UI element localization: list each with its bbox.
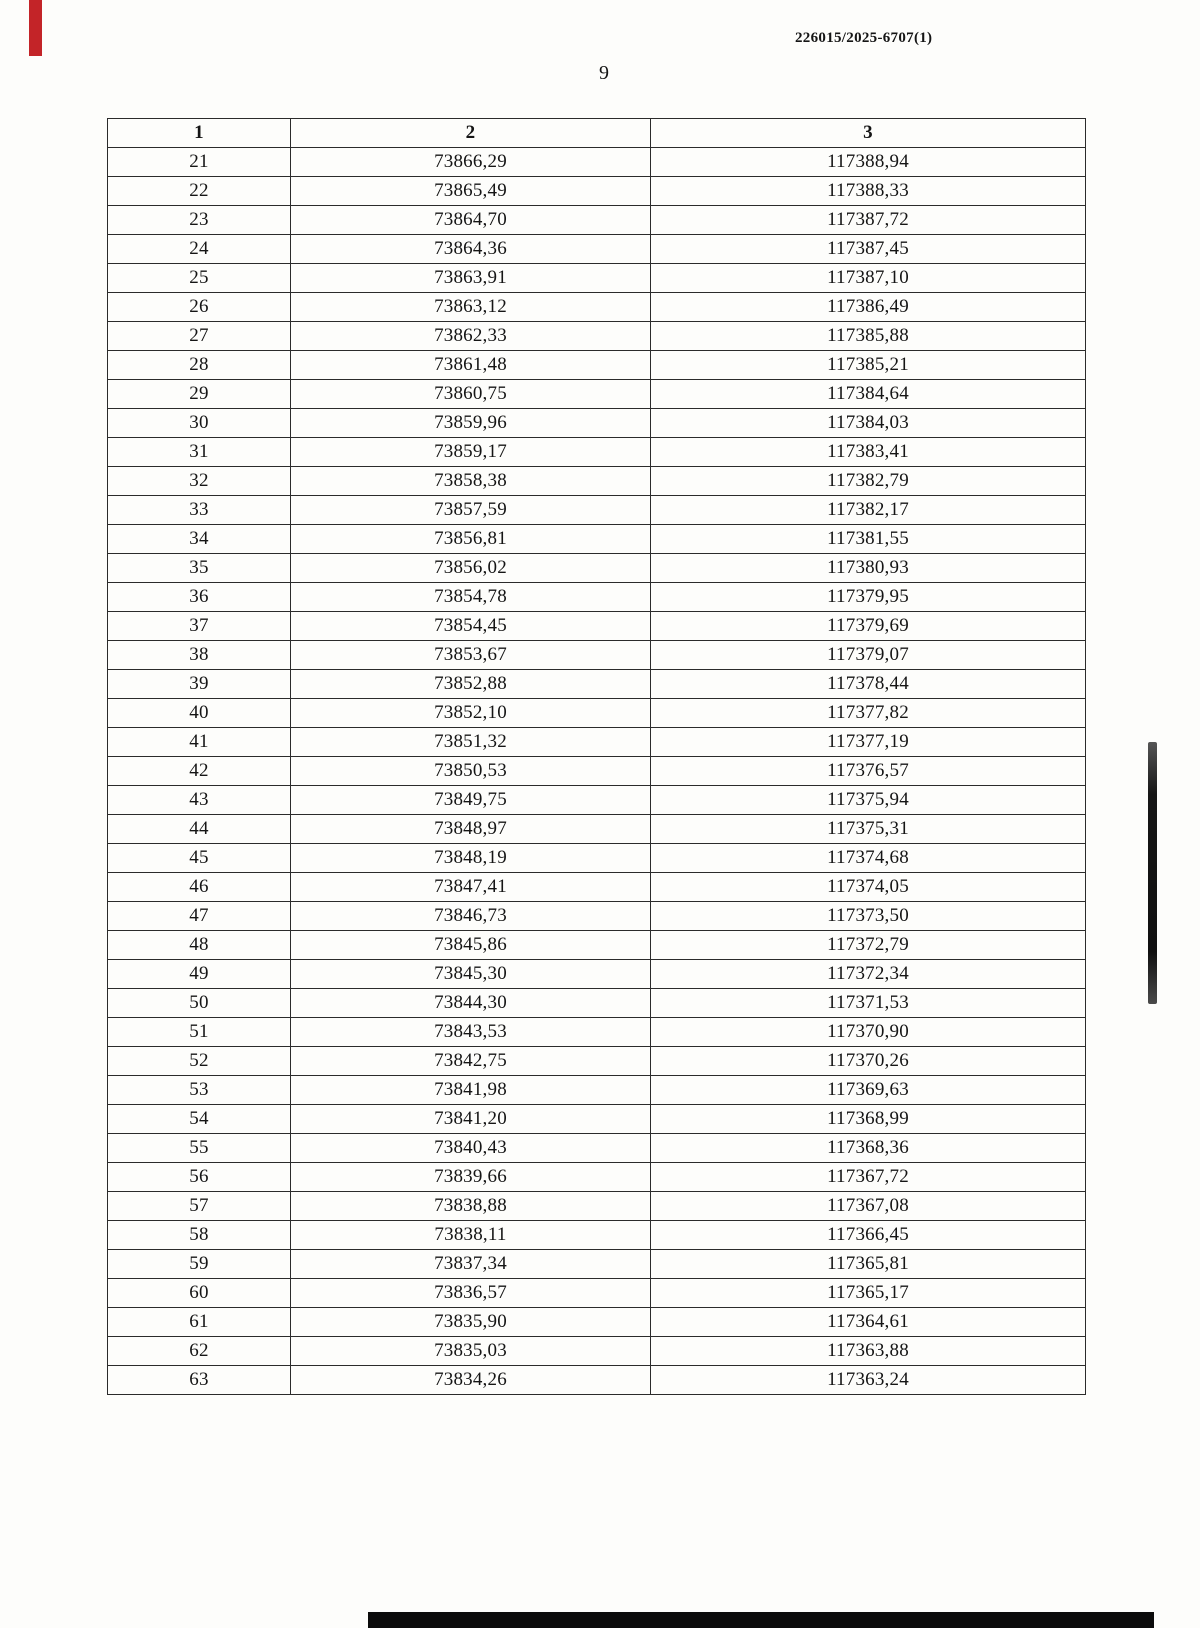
- table-cell: 44: [108, 815, 291, 844]
- table-cell: 73839,66: [291, 1163, 651, 1192]
- table-cell: 73835,03: [291, 1337, 651, 1366]
- table-cell: 27: [108, 322, 291, 351]
- table-cell: 42: [108, 757, 291, 786]
- table-cell: 73852,88: [291, 670, 651, 699]
- table-cell: 29: [108, 380, 291, 409]
- table-row: [108, 554, 1086, 583]
- table-cell: 73848,97: [291, 815, 651, 844]
- table-header-row: [108, 119, 1086, 148]
- table-row: [108, 1279, 1086, 1308]
- table-cell: 73862,33: [291, 322, 651, 351]
- scan-artifact-red-strip: [29, 0, 42, 56]
- table-cell: 73856,81: [291, 525, 651, 554]
- table-cell: 54: [108, 1105, 291, 1134]
- table-cell: 117379,07: [651, 641, 1086, 670]
- table-cell: 117363,88: [651, 1337, 1086, 1366]
- table-row: [108, 1308, 1086, 1337]
- table-row: [108, 1105, 1086, 1134]
- table-cell: 32: [108, 467, 291, 496]
- document-reference: 226015/2025-6707(1): [795, 30, 933, 46]
- table-row: [108, 844, 1086, 873]
- table-row: [108, 409, 1086, 438]
- table-cell: 73861,48: [291, 351, 651, 380]
- table-header-cell: 3: [651, 119, 1086, 148]
- table-cell: 53: [108, 1076, 291, 1105]
- table-cell: 73854,45: [291, 612, 651, 641]
- table-header-cell: 2: [291, 119, 651, 148]
- table-cell: 73853,67: [291, 641, 651, 670]
- table-cell: 73857,59: [291, 496, 651, 525]
- table-row: [108, 815, 1086, 844]
- table-cell: 73836,57: [291, 1279, 651, 1308]
- table-cell: 22: [108, 177, 291, 206]
- table-cell: 31: [108, 438, 291, 467]
- table-cell: 117368,99: [651, 1105, 1086, 1134]
- table-cell: 73842,75: [291, 1047, 651, 1076]
- table-cell: 117371,53: [651, 989, 1086, 1018]
- table-cell: 60: [108, 1279, 291, 1308]
- table-cell: 62: [108, 1337, 291, 1366]
- table-cell: 46: [108, 873, 291, 902]
- table-cell: 117378,44: [651, 670, 1086, 699]
- table-cell: 117365,81: [651, 1250, 1086, 1279]
- table-row: [108, 1018, 1086, 1047]
- table-cell: 73841,98: [291, 1076, 651, 1105]
- table-cell: 73837,34: [291, 1250, 651, 1279]
- table-cell: 117380,93: [651, 554, 1086, 583]
- table-cell: 73834,26: [291, 1366, 651, 1395]
- table-cell: 41: [108, 728, 291, 757]
- table-cell: 36: [108, 583, 291, 612]
- table-cell: 73838,88: [291, 1192, 651, 1221]
- table-row: [108, 1163, 1086, 1192]
- table-row: [108, 1076, 1086, 1105]
- table-cell: 117368,36: [651, 1134, 1086, 1163]
- table-cell: 73860,75: [291, 380, 651, 409]
- table-cell: 73865,49: [291, 177, 651, 206]
- table-row: [108, 873, 1086, 902]
- table-cell: 73850,53: [291, 757, 651, 786]
- table-cell: 117373,50: [651, 902, 1086, 931]
- table-cell: 117367,72: [651, 1163, 1086, 1192]
- table-cell: 117387,45: [651, 235, 1086, 264]
- table-cell: 73843,53: [291, 1018, 651, 1047]
- table-cell: 73864,36: [291, 235, 651, 264]
- table-cell: 40: [108, 699, 291, 728]
- table-cell: 34: [108, 525, 291, 554]
- table-body: [108, 148, 1086, 1395]
- table-cell: 49: [108, 960, 291, 989]
- table-cell: 73866,29: [291, 148, 651, 177]
- table-row: [108, 670, 1086, 699]
- table-cell: 73851,32: [291, 728, 651, 757]
- table-cell: 117364,61: [651, 1308, 1086, 1337]
- table-row: [108, 264, 1086, 293]
- table-row: [108, 1366, 1086, 1395]
- table-cell: 73859,96: [291, 409, 651, 438]
- table-row: [108, 1337, 1086, 1366]
- table-cell: 63: [108, 1366, 291, 1395]
- table-cell: 26: [108, 293, 291, 322]
- table-cell: 47: [108, 902, 291, 931]
- table-row: [108, 931, 1086, 960]
- table-cell: 50: [108, 989, 291, 1018]
- table-cell: 117363,24: [651, 1366, 1086, 1395]
- table-cell: 59: [108, 1250, 291, 1279]
- table-cell: 117370,26: [651, 1047, 1086, 1076]
- table-header: [108, 119, 1086, 148]
- scan-artifact-right-strip: [1148, 742, 1157, 1004]
- table-cell: 30: [108, 409, 291, 438]
- table-cell: 117385,88: [651, 322, 1086, 351]
- table-cell: 25: [108, 264, 291, 293]
- table-header-cell: 1: [108, 119, 291, 148]
- table-row: [108, 583, 1086, 612]
- table-cell: 73858,38: [291, 467, 651, 496]
- table-cell: 117375,94: [651, 786, 1086, 815]
- table-cell: 73859,17: [291, 438, 651, 467]
- table-cell: 117387,10: [651, 264, 1086, 293]
- table-row: [108, 641, 1086, 670]
- table-cell: 117381,55: [651, 525, 1086, 554]
- table-row: [108, 786, 1086, 815]
- table-cell: 117369,63: [651, 1076, 1086, 1105]
- table-row: [108, 467, 1086, 496]
- table-cell: 117374,68: [651, 844, 1086, 873]
- table-cell: 117379,69: [651, 612, 1086, 641]
- table-row: [108, 525, 1086, 554]
- table-cell: 73856,02: [291, 554, 651, 583]
- table-cell: 51: [108, 1018, 291, 1047]
- table-cell: 117384,64: [651, 380, 1086, 409]
- table-cell: 55: [108, 1134, 291, 1163]
- table-cell: 117377,82: [651, 699, 1086, 728]
- table-cell: 57: [108, 1192, 291, 1221]
- table-cell: 117383,41: [651, 438, 1086, 467]
- table-cell: 117379,95: [651, 583, 1086, 612]
- table-cell: 117385,21: [651, 351, 1086, 380]
- table-cell: 117370,90: [651, 1018, 1086, 1047]
- scan-artifact-bottom-bar: [368, 1612, 1154, 1628]
- table-cell: 45: [108, 844, 291, 873]
- page-number: 9: [599, 62, 609, 84]
- table-row: [108, 728, 1086, 757]
- table-row: [108, 902, 1086, 931]
- table-cell: 73863,12: [291, 293, 651, 322]
- table-row: [108, 1250, 1086, 1279]
- table-cell: 117372,79: [651, 931, 1086, 960]
- table-cell: 73838,11: [291, 1221, 651, 1250]
- table-cell: 61: [108, 1308, 291, 1337]
- table-cell: 117367,08: [651, 1192, 1086, 1221]
- table-row: [108, 757, 1086, 786]
- table-cell: 38: [108, 641, 291, 670]
- table-row: [108, 148, 1086, 177]
- table-cell: 48: [108, 931, 291, 960]
- table-cell: 39: [108, 670, 291, 699]
- table-cell: 117376,57: [651, 757, 1086, 786]
- table-cell: 73844,30: [291, 989, 651, 1018]
- table-cell: 117375,31: [651, 815, 1086, 844]
- table-cell: 73840,43: [291, 1134, 651, 1163]
- data-table: [107, 118, 1086, 1395]
- table-row: [108, 1047, 1086, 1076]
- table-cell: 43: [108, 786, 291, 815]
- table-cell: 117365,17: [651, 1279, 1086, 1308]
- table-cell: 28: [108, 351, 291, 380]
- table-row: [108, 322, 1086, 351]
- table-row: [108, 496, 1086, 525]
- table-cell: 73863,91: [291, 264, 651, 293]
- table-row: [108, 699, 1086, 728]
- table-cell: 73835,90: [291, 1308, 651, 1337]
- table-row: [108, 177, 1086, 206]
- table-row: [108, 206, 1086, 235]
- table-row: [108, 380, 1086, 409]
- table-cell: 73848,19: [291, 844, 651, 873]
- table-cell: 52: [108, 1047, 291, 1076]
- table-cell: 117374,05: [651, 873, 1086, 902]
- table-row: [108, 235, 1086, 264]
- table-row: [108, 1192, 1086, 1221]
- table-row: [108, 438, 1086, 467]
- table-cell: 56: [108, 1163, 291, 1192]
- table-row: [108, 960, 1086, 989]
- table-cell: 24: [108, 235, 291, 264]
- table-cell: 117366,45: [651, 1221, 1086, 1250]
- table-cell: 73864,70: [291, 206, 651, 235]
- table-cell: 73845,30: [291, 960, 651, 989]
- table-row: [108, 1134, 1086, 1163]
- table-cell: 73847,41: [291, 873, 651, 902]
- table-cell: 117382,17: [651, 496, 1086, 525]
- table-cell: 117388,33: [651, 177, 1086, 206]
- table-row: [108, 612, 1086, 641]
- table-cell: 21: [108, 148, 291, 177]
- table-cell: 35: [108, 554, 291, 583]
- table-cell: 33: [108, 496, 291, 525]
- table-cell: 37: [108, 612, 291, 641]
- table-cell: 117382,79: [651, 467, 1086, 496]
- table-cell: 73854,78: [291, 583, 651, 612]
- table-cell: 73845,86: [291, 931, 651, 960]
- table-cell: 117388,94: [651, 148, 1086, 177]
- table-cell: 73849,75: [291, 786, 651, 815]
- table-cell: 117384,03: [651, 409, 1086, 438]
- table-cell: 73846,73: [291, 902, 651, 931]
- table-row: [108, 1221, 1086, 1250]
- table-cell: 58: [108, 1221, 291, 1250]
- table-cell: 117377,19: [651, 728, 1086, 757]
- table-cell: 73841,20: [291, 1105, 651, 1134]
- table-row: [108, 351, 1086, 380]
- table-cell: 117386,49: [651, 293, 1086, 322]
- table-row: [108, 989, 1086, 1018]
- table-cell: 73852,10: [291, 699, 651, 728]
- table-cell: 117387,72: [651, 206, 1086, 235]
- table-cell: 23: [108, 206, 291, 235]
- table-cell: 117372,34: [651, 960, 1086, 989]
- table-row: [108, 293, 1086, 322]
